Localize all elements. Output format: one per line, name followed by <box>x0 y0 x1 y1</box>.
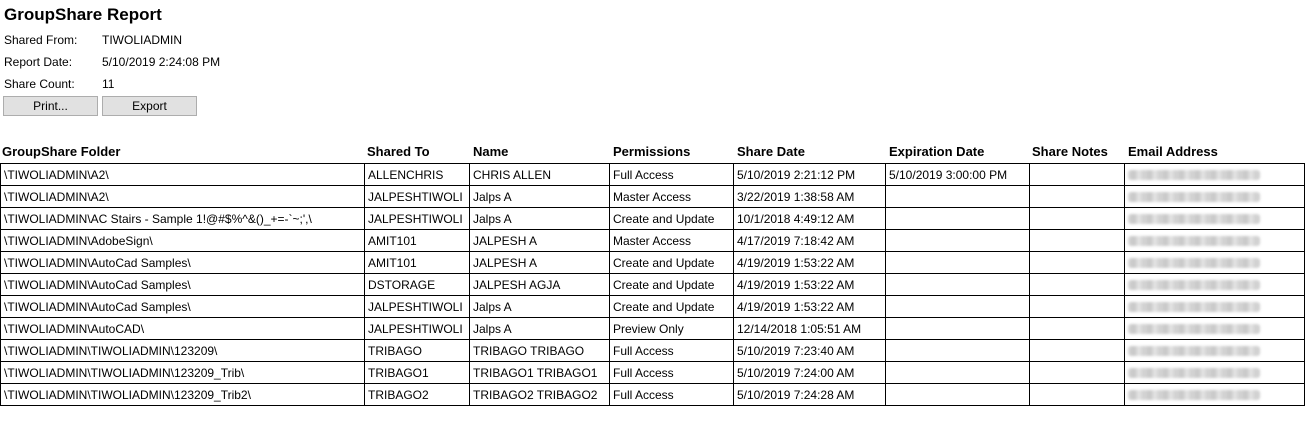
column-header-share-notes: Share Notes <box>1032 144 1108 159</box>
table-row[interactable] <box>1 362 1305 384</box>
permissions-cell: Create and Update <box>610 274 734 296</box>
email-address-cell <box>1125 186 1305 208</box>
share-date-cell: 3/22/2019 1:38:58 AM <box>734 186 886 208</box>
name-cell: JALPESH AGJA <box>470 274 610 296</box>
table-row[interactable] <box>1 164 1305 186</box>
share-date-cell: 5/10/2019 7:23:40 AM <box>734 340 886 362</box>
email-address-cell <box>1125 340 1305 362</box>
folder-cell: \TIWOLIADMIN\AutoCad Samples\ <box>1 252 365 274</box>
share-date-cell: 4/17/2019 7:18:42 AM <box>734 230 886 252</box>
name-cell: TRIBAGO1 TRIBAGO1 <box>470 362 610 384</box>
share-date-cell: 10/1/2018 4:49:12 AM <box>734 208 886 230</box>
expiration-date-cell <box>886 318 1030 340</box>
shared-to-cell: JALPESHTIWOLI <box>365 318 470 340</box>
folder-cell: \TIWOLIADMIN\A2\ <box>1 186 365 208</box>
share-notes-cell <box>1030 252 1125 274</box>
shared-to-cell: JALPESHTIWOLI <box>365 208 470 230</box>
share-notes-cell <box>1030 208 1125 230</box>
permissions-cell: Full Access <box>610 340 734 362</box>
name-cell: CHRIS ALLEN <box>470 164 610 186</box>
folder-cell: \TIWOLIADMIN\TIWOLIADMIN\123209_Trib2\ <box>1 384 365 406</box>
expiration-date-cell <box>886 274 1030 296</box>
table-row[interactable] <box>1 384 1305 406</box>
share-notes-cell <box>1030 230 1125 252</box>
expiration-date-cell <box>886 208 1030 230</box>
folder-cell: \TIWOLIADMIN\AdobeSign\ <box>1 230 365 252</box>
shared-from-label: Shared From: <box>4 33 78 47</box>
shared-to-cell: TRIBAGO <box>365 340 470 362</box>
shared-to-cell: JALPESHTIWOLI <box>365 186 470 208</box>
report-date-row <box>4 55 220 69</box>
expiration-date-cell <box>886 230 1030 252</box>
redacted-email <box>1128 170 1260 180</box>
report-date-label: Report Date: <box>4 55 73 69</box>
share-notes-cell <box>1030 340 1125 362</box>
expiration-date-cell <box>886 362 1030 384</box>
permissions-cell: Master Access <box>610 186 734 208</box>
share-notes-cell <box>1030 318 1125 340</box>
permissions-cell: Full Access <box>610 362 734 384</box>
email-address-cell <box>1125 230 1305 252</box>
share-date-cell: 5/10/2019 7:24:28 AM <box>734 384 886 406</box>
share-notes-cell <box>1030 274 1125 296</box>
name-cell: Jalps A <box>470 318 610 340</box>
permissions-cell: Create and Update <box>610 296 734 318</box>
permissions-cell: Preview Only <box>610 318 734 340</box>
expiration-date-cell <box>886 296 1030 318</box>
table-row[interactable] <box>1 186 1305 208</box>
shared-to-cell: ALLENCHRIS <box>365 164 470 186</box>
folder-cell: \TIWOLIADMIN\AutoCAD\ <box>1 318 365 340</box>
redacted-email <box>1128 280 1260 290</box>
share-notes-cell <box>1030 186 1125 208</box>
share-notes-cell <box>1030 164 1125 186</box>
folder-cell: \TIWOLIADMIN\AC Stairs - Sample 1!@#$%^&()_+=-`~;',\ <box>1 208 365 230</box>
share-count-label: Share Count: <box>4 77 75 91</box>
email-address-cell <box>1125 362 1305 384</box>
print-button[interactable]: Print... <box>3 96 98 116</box>
table-row[interactable] <box>1 296 1305 318</box>
export-button[interactable]: Export <box>102 96 197 116</box>
report-title: GroupShare Report <box>4 5 162 24</box>
share-date-cell: 4/19/2019 1:53:22 AM <box>734 296 886 318</box>
name-cell: Jalps A <box>470 296 610 318</box>
name-cell: JALPESH A <box>470 230 610 252</box>
column-header-email-address: Email Address <box>1128 144 1218 159</box>
share-date-cell: 12/14/2018 1:05:51 AM <box>734 318 886 340</box>
redacted-email <box>1128 214 1260 224</box>
permissions-cell: Create and Update <box>610 252 734 274</box>
redacted-email <box>1128 368 1260 378</box>
email-address-cell <box>1125 296 1305 318</box>
expiration-date-cell <box>886 186 1030 208</box>
email-address-cell <box>1125 164 1305 186</box>
name-cell: Jalps A <box>470 186 610 208</box>
table-row[interactable] <box>1 208 1305 230</box>
shared-from-value: TIWOLIADMIN <box>102 33 182 47</box>
table-row[interactable] <box>1 274 1305 296</box>
report-date-value: 5/10/2019 2:24:08 PM <box>102 55 221 69</box>
column-header-share-date: Share Date <box>737 144 805 159</box>
shared-to-cell: TRIBAGO1 <box>365 362 470 384</box>
share-notes-cell <box>1030 362 1125 384</box>
permissions-cell: Create and Update <box>610 208 734 230</box>
share-count-value: 11 <box>102 77 115 91</box>
shares-table <box>0 163 1305 406</box>
redacted-email <box>1128 346 1260 356</box>
expiration-date-cell <box>886 384 1030 406</box>
column-header-name: Name <box>473 144 509 159</box>
folder-cell: \TIWOLIADMIN\TIWOLIADMIN\123209_Trib\ <box>1 362 365 384</box>
share-date-cell: 4/19/2019 1:53:22 AM <box>734 252 886 274</box>
shared-from-row <box>4 33 182 47</box>
email-address-cell <box>1125 318 1305 340</box>
email-address-cell <box>1125 384 1305 406</box>
share-notes-cell <box>1030 296 1125 318</box>
shared-to-cell: DSTORAGE <box>365 274 470 296</box>
name-cell: TRIBAGO2 TRIBAGO2 <box>470 384 610 406</box>
share-date-cell: 5/10/2019 2:21:12 PM <box>734 164 886 186</box>
folder-cell: \TIWOLIADMIN\TIWOLIADMIN\123209\ <box>1 340 365 362</box>
name-cell: Jalps A <box>470 208 610 230</box>
redacted-email <box>1128 258 1260 268</box>
share-date-cell: 4/19/2019 1:53:22 AM <box>734 274 886 296</box>
permissions-cell: Full Access <box>610 384 734 406</box>
email-address-cell <box>1125 208 1305 230</box>
redacted-email <box>1128 192 1260 202</box>
table-row[interactable] <box>1 230 1305 252</box>
table-row[interactable] <box>1 340 1305 362</box>
expiration-date-cell <box>886 340 1030 362</box>
column-header-expiration-date: Expiration Date <box>889 144 985 159</box>
email-address-cell <box>1125 274 1305 296</box>
email-address-cell <box>1125 252 1305 274</box>
share-count-row <box>4 77 114 91</box>
redacted-email <box>1128 390 1260 400</box>
redacted-email <box>1128 324 1260 334</box>
folder-cell: \TIWOLIADMIN\AutoCad Samples\ <box>1 274 365 296</box>
column-header-shared-to: Shared To <box>367 144 430 159</box>
folder-cell: \TIWOLIADMIN\A2\ <box>1 164 365 186</box>
expiration-date-cell <box>886 252 1030 274</box>
permissions-cell: Full Access <box>610 164 734 186</box>
shared-to-cell: JALPESHTIWOLI <box>365 296 470 318</box>
name-cell: JALPESH A <box>470 252 610 274</box>
permissions-cell: Master Access <box>610 230 734 252</box>
redacted-email <box>1128 236 1260 246</box>
folder-cell: \TIWOLIADMIN\AutoCad Samples\ <box>1 296 365 318</box>
redacted-email <box>1128 302 1260 312</box>
column-header-permissions: Permissions <box>613 144 691 159</box>
name-cell: TRIBAGO TRIBAGO <box>470 340 610 362</box>
column-header-groupshare-folder: GroupShare Folder <box>2 144 121 159</box>
table-row[interactable] <box>1 252 1305 274</box>
shared-to-cell: AMIT101 <box>365 252 470 274</box>
shared-to-cell: AMIT101 <box>365 230 470 252</box>
expiration-date-cell: 5/10/2019 3:00:00 PM <box>886 164 1030 186</box>
share-date-cell: 5/10/2019 7:24:00 AM <box>734 362 886 384</box>
table-row[interactable] <box>1 318 1305 340</box>
shared-to-cell: TRIBAGO2 <box>365 384 470 406</box>
share-notes-cell <box>1030 384 1125 406</box>
